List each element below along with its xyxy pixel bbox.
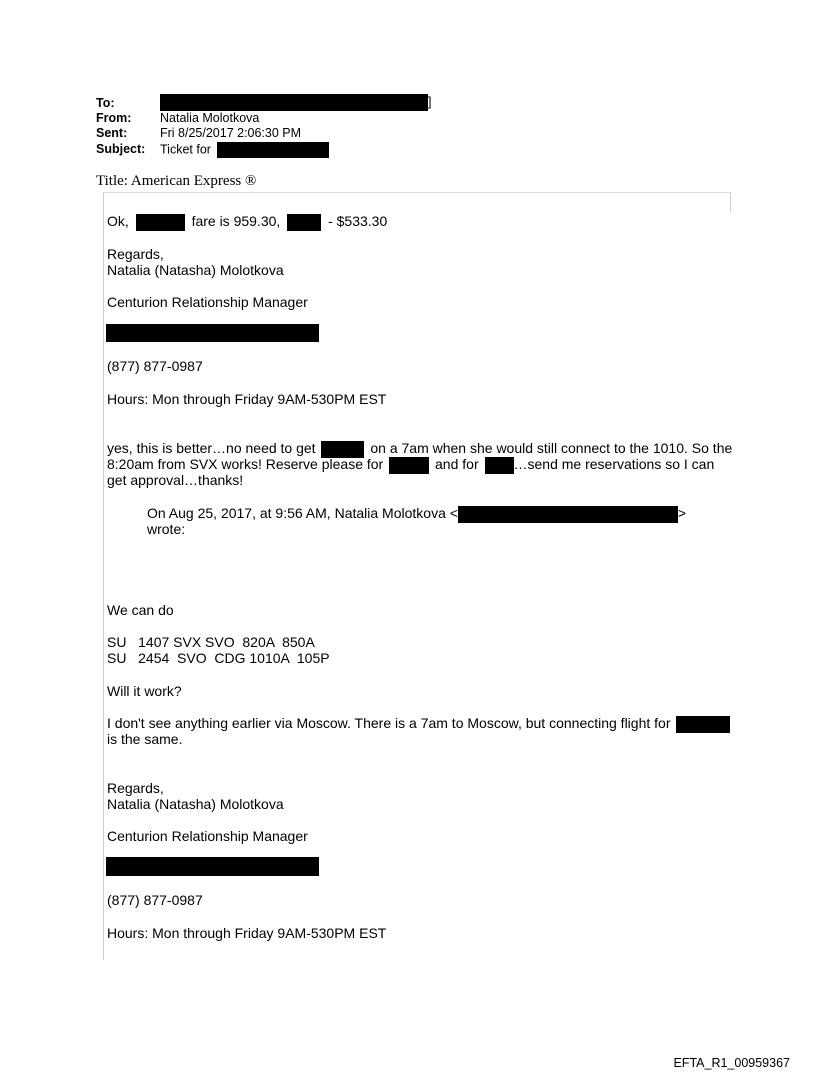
message-text: and for	[435, 456, 479, 472]
subject-value	[160, 142, 329, 158]
signature-role: Centurion Relationship Manager	[107, 294, 308, 310]
signature-name: Natalia (Natasha) Molotkova	[107, 262, 284, 278]
message-text: 8:20am from SVX works! Reserve please for	[107, 456, 384, 472]
redaction-bar	[106, 324, 319, 342]
regards-text: Regards,	[107, 246, 164, 262]
quote-header-text: >	[677, 505, 687, 521]
signature-hours: Hours: Mon through Friday 9AM-530PM EST	[107, 391, 387, 407]
quote-frame-top	[103, 192, 731, 193]
redaction-bar	[485, 457, 514, 474]
from-value: Natalia Molotkova	[160, 111, 260, 125]
ok-text: Ok,	[107, 213, 129, 229]
subject-label: Subject:	[96, 142, 146, 156]
from-label: From:	[96, 111, 132, 125]
message-text: …send me reservations so I can	[513, 456, 715, 472]
redaction-bar	[676, 716, 730, 733]
redaction-bar	[106, 857, 319, 876]
to-label: To:	[96, 96, 115, 110]
amount-text: - $533.30	[328, 213, 388, 229]
fare-line	[107, 213, 387, 231]
signature-name: Natalia (Natasha) Molotkova	[107, 796, 284, 812]
flight-line-1: SU 1407 SVX SVO 820A 850A	[107, 634, 315, 650]
message-text: yes, this is better…no need to get	[107, 440, 316, 456]
message-line-3: get approval…thanks!	[107, 472, 244, 488]
quote-header-line-1	[147, 505, 686, 523]
quote-header-text: On Aug 25, 2017, at 9:56 AM, Natalia Molotkova <	[147, 505, 458, 521]
earlier-line-2: is the same.	[107, 731, 183, 747]
quote-frame-right	[730, 192, 731, 212]
redaction-bar	[136, 214, 185, 231]
flight-line-2: SU 2454 SVO CDG 1010A 105P	[107, 650, 330, 666]
signature-phone: (877) 877-0987	[107, 892, 203, 908]
message-text: I don't see anything earlier via Moscow. There is a 7am to Moscow, but connecting flight for	[107, 715, 671, 731]
fare-text: fare is 959.30,	[191, 213, 281, 229]
will-it-work-text: Will it work?	[107, 683, 182, 699]
signature-hours: Hours: Mon through Friday 9AM-530PM EST	[107, 925, 387, 941]
document-id: EFTA_R1_00959367	[673, 1056, 790, 1070]
title-line: Title: American Express ®	[96, 173, 257, 189]
redaction-bar	[389, 457, 429, 474]
quote-header-line-2: wrote:	[147, 521, 186, 537]
redaction-bar	[458, 506, 678, 523]
regards-text: Regards,	[107, 780, 164, 796]
redaction-bar	[287, 214, 321, 231]
sent-label: Sent:	[96, 126, 128, 140]
to-value	[160, 94, 431, 111]
signature-role: Centurion Relationship Manager	[107, 828, 308, 844]
redaction-bar	[217, 142, 329, 158]
redaction-bar	[160, 94, 428, 111]
quote-frame-left	[103, 192, 104, 960]
message-text: on a 7am when she would still connect to the 1010. So the	[370, 440, 733, 456]
earlier-line-1	[107, 715, 730, 733]
signature-phone: (877) 877-0987	[107, 358, 203, 374]
to-bracket: ]	[428, 94, 432, 109]
we-can-do-text: We can do	[107, 602, 174, 618]
sent-value: Fri 8/25/2017 2:06:30 PM	[160, 126, 302, 140]
subject-text: Ticket for	[160, 142, 211, 157]
